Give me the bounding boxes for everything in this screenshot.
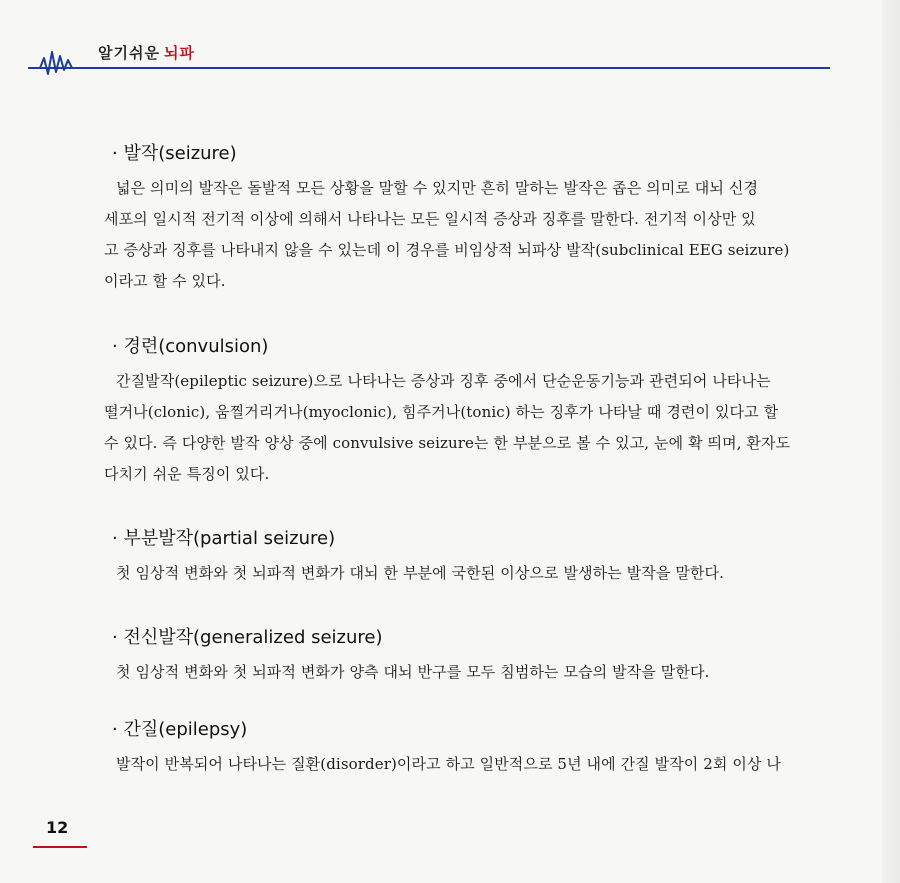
section-body xyxy=(112,749,842,780)
section-heading: · 간질(epilepsy) xyxy=(112,719,248,740)
body-line: 세포의 일시적 전기적 이상에 의해서 나타나는 모든 일시적 증상과 징후를 말한다. 전기적 이상만 있 xyxy=(104,210,756,228)
body-line: 발작이 반복되어 나타나는 질환(disorder)이라고 하고 일반적으로 5년 내에 간질 발작이 2회 이상 나 xyxy=(116,755,782,773)
page-edge xyxy=(882,0,900,883)
book-title-part1: 알기쉬운 xyxy=(98,44,160,62)
page-number: 12 xyxy=(46,818,69,837)
section-generalized-seizure xyxy=(112,627,842,688)
section-body xyxy=(104,366,842,490)
body-line: 간질발작(epileptic seizure)으로 나타나는 증상과 징후 중에서 단순운동기능과 관련되어 나타나는 xyxy=(116,372,771,390)
section-heading: · 전신발작(generalized seizure) xyxy=(112,627,383,648)
body-line: 떨거나(clonic), 움찔거리거나(myoclonic), 힘주거나(tonic) 하는 징후가 나타날 때 경련이 있다고 할 xyxy=(104,403,779,421)
page-number-underline xyxy=(33,846,87,848)
body-line: 첫 임상적 변화와 첫 뇌파적 변화가 대뇌 한 부분에 국한된 이상으로 발생하는 발작을 말한다. xyxy=(116,564,724,582)
section-body xyxy=(112,558,842,589)
body-line: 첫 임상적 변화와 첫 뇌파적 변화가 양측 대뇌 반구를 모두 침범하는 모습의 발작을 말한다. xyxy=(116,663,710,681)
body-line: 다치기 쉬운 특징이 있다. xyxy=(104,465,270,483)
book-title-part2: 뇌파 xyxy=(163,44,195,62)
section-body xyxy=(104,173,842,297)
section-partial-seizure xyxy=(112,528,842,589)
eeg-wave-icon xyxy=(28,46,94,76)
section-heading: · 경련(convulsion) xyxy=(112,336,269,357)
section-seizure xyxy=(104,143,842,297)
body-line: 수 있다. 즉 다양한 발작 양상 중에 convulsive seizure는 한 부분으로 볼 수 있고, 눈에 확 띄며, 환자도 xyxy=(104,434,791,452)
section-heading: · 부분발작(partial seizure) xyxy=(112,528,336,549)
section-epilepsy xyxy=(112,719,842,780)
section-heading: · 발작(seizure) xyxy=(112,143,237,164)
page-header xyxy=(0,0,900,100)
section-convulsion xyxy=(104,336,842,490)
body-line: 넓은 의미의 발작은 돌발적 모든 상황을 말할 수 있지만 흔히 말하는 발작은 좁은 의미로 대뇌 신경 xyxy=(116,179,759,197)
header-rule xyxy=(30,67,830,69)
body-line: 고 증상과 징후를 나타내지 않을 수 있는데 이 경우를 비임상적 뇌파상 발작(subclinical EEG seizure) xyxy=(104,241,790,259)
body-line: 이라고 할 수 있다. xyxy=(104,272,226,290)
section-body xyxy=(112,657,842,688)
book-title xyxy=(98,42,195,63)
